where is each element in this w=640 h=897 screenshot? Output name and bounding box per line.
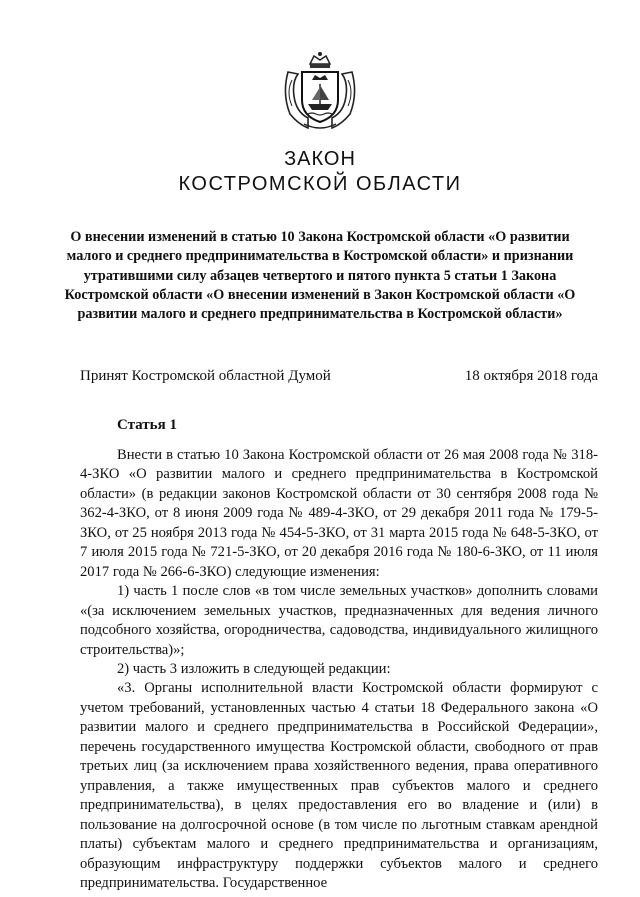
article-body [80,446,598,893]
law-subject-title: О внесении изменений в статью 10 Закона Костромской области «О развитии малого и среднего предпринимательства в Костромской области» и признании утратившими силу абзацев четвертого и пятого пункта 5 статьи 1 Закона Костромской области «О внесении изменений в Закон Костромской области «О развитии малого и среднего предпринимательства в Костромской области» [64,229,576,323]
article-paragraph: Внести в статью 10 Закона Костромской области от 26 мая 2008 года № 318-4-ЗКО «О развитии малого и среднего предпринимательства в Костромской области» (в редакции законов Костромской области от 30 сентября 2008 года № 362-4-ЗКО, от 8 июня 2009 года № 489-4-ЗКО, от 29 декабря 2011 года № 179-5-ЗКО, от 25 ноября 2013 года № 454-5-ЗКО, от 31 марта 2015 года № 648-5-ЗКО, от 7 июля 2015 года № 721-5-ЗКО, от 20 декабря 2016 года № 180-6-ЗКО, от 11 июля 2017 года № 266-6-ЗКО) следующие изменения: [80,447,598,580]
adoption-line [80,368,598,385]
coat-of-arms-icon [280,50,360,132]
law-word-title: ЗАКОН [284,148,356,170]
article-paragraph: «3. Органы исполнительной власти Костромской области формируют с учетом требований, установленных частью 4 статьи 18 Федерального закона «О развитии малого и среднего предпринимательства в Российской Федерации», перечень государственного имущества Костромской области, свободного от прав третьих лиц (за исключением права хозяйственного ведения, права оперативного управления, а также имущественных прав субъектов малого и среднего предпринимательства), в целях предоставления его во владение и (или) в пользование на долгосрочной основе (в том числе по льготным ставкам арендной платы) субъектам малого и среднего предпринимательства и организациям, образующим инфраструктуру поддержки субъектов малого и среднего предпринимательства. Государственное [80,680,598,891]
adoption-date: 18 октября 2018 года [464,368,598,384]
article-heading: Статья 1 [117,417,177,433]
region-name-title: КОСТРОМСКОЙ ОБЛАСТИ [178,173,462,195]
article-paragraph: 1) часть 1 после слов «в том числе земельных участков» дополнить словами «(за исключением земельных участков, предназначенных для ведения личного подсобного хозяйства, огородничества, садоводства, индивидуального жилищного строительства)»; [80,583,598,658]
article-paragraph: 2) часть 3 изложить в следующей редакции: [117,660,391,677]
adopted-by-text: Принят Костромской областной Думой [80,368,331,384]
